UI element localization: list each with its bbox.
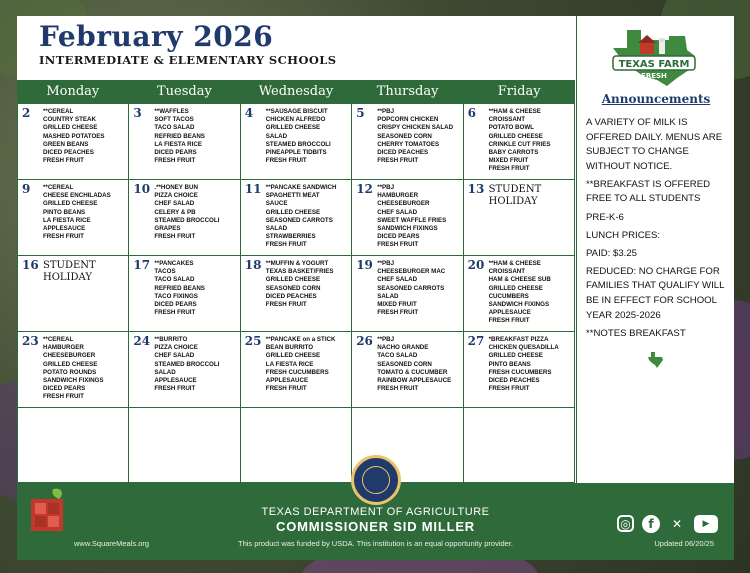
calendar-day-cell — [241, 104, 352, 180]
announcement-line: LUNCH PRICES: — [586, 229, 661, 241]
menu-item: TACO SALAD — [154, 276, 195, 284]
announcements-body — [586, 116, 731, 345]
footer-funding-notice: This product was funded by USDA. This institution is an equal opportunity provider. — [237, 539, 513, 548]
menu-item: DICED PEACHES — [43, 149, 94, 157]
menu-item: GRILLED CHEESE — [488, 352, 543, 360]
menu-item: **PBJ — [377, 260, 395, 267]
menu-item: SEASONED CARROTS — [377, 284, 445, 292]
menu-item: FRESH FRUIT — [265, 241, 307, 249]
menu-item: GRILLED CHEESE — [265, 208, 321, 216]
menu-item: FRESH FRUIT — [154, 233, 196, 241]
menu-item: POPCORN CHICKEN — [377, 116, 439, 124]
day-number: 12 — [356, 182, 373, 196]
day-number: 24 — [133, 334, 151, 348]
menu-item: HAMBURGER — [43, 344, 84, 352]
holiday-line: HOLIDAY — [488, 196, 538, 207]
menu-item: **SAUSAGE BISCUIT — [265, 108, 328, 115]
announcements-title: Announcements — [601, 92, 711, 106]
tda-seal — [351, 455, 401, 505]
calendar-day-cell — [18, 104, 129, 180]
menu-list — [43, 184, 126, 241]
menu-item: DICED PEARS — [154, 301, 197, 309]
announcement-line: A VARIETY OF MILK IS OFFERED DAILY. MENUS ARE SUBJECT TO CHANGE WITHOUT NOTICE. — [586, 117, 723, 172]
menu-item: BEAN BURRITO — [265, 344, 314, 352]
menu-item: SEASONED CORN — [377, 132, 432, 140]
footer-commissioner: COMMISSIONER SID MILLER — [276, 519, 475, 534]
menu-list — [489, 336, 572, 393]
calendar-day-cell — [464, 408, 575, 483]
calendar-day-cell — [129, 332, 240, 408]
day-number: 18 — [244, 258, 262, 272]
menu-item: CUCUMBERS — [488, 292, 529, 300]
menu-item: PINTO BEANS — [43, 208, 86, 216]
calendar-day-cell — [241, 256, 352, 332]
menu-item: CHEESE ENCHILADAS — [43, 192, 111, 200]
calendar-day-cell — [129, 180, 240, 256]
day-number: 17 — [133, 258, 151, 272]
menu-item: CHICKEN QUESADILLA — [488, 344, 559, 352]
menu-item: FRESH FRUIT — [43, 233, 84, 241]
calendar-day-cell — [18, 180, 129, 256]
menu-item: POTATO BOWL — [488, 124, 534, 132]
menu-list — [377, 336, 460, 393]
menu-item: GRILLED CHEESE — [265, 352, 321, 360]
menu-list — [266, 108, 349, 165]
menu-item: **PANCAKE SANDWICH — [265, 184, 337, 191]
menu-item: SOFT TACOS — [154, 116, 194, 124]
menu-item: SPAGHETTI MEAT — [265, 192, 320, 200]
menu-item: SALAD — [265, 225, 288, 233]
menu-item: CHEF SALAD — [154, 352, 195, 360]
menu-item: TOMATO & CUCUMBER — [377, 368, 448, 376]
footer-updated: Updated 06/20/25 — [654, 539, 714, 548]
weekday-header — [17, 80, 575, 104]
announcement-line: **BREAKFAST IS OFFERED FREE TO ALL STUDENTS — [586, 178, 711, 205]
menu-list — [154, 184, 237, 241]
day-number: 11 — [244, 182, 262, 196]
footer-department: TEXAS DEPARTMENT OF AGRICULTURE — [261, 506, 490, 518]
holiday-label — [43, 260, 126, 284]
day-number: 5 — [356, 106, 365, 120]
announcements-panel — [576, 16, 734, 483]
calendar-day-cell — [352, 180, 463, 256]
menu-item: SANDWICH FIXINGS — [488, 301, 550, 309]
menu-item: **PANCAKE on a STICK — [265, 336, 336, 343]
menu-item: DICED PEACHES — [265, 292, 317, 300]
menu-item: APPLESAUCE — [43, 225, 86, 233]
menu-list — [266, 260, 349, 309]
calendar-day-cell — [18, 256, 129, 332]
calendar-day-cell — [241, 180, 352, 256]
menu-item: **BURRITO — [154, 336, 188, 343]
menu-item: APPLESAUCE — [488, 309, 531, 317]
menu-item: FRESH FRUIT — [43, 393, 84, 401]
day-number: 2 — [22, 106, 31, 120]
menu-item: GRILLED CHEESE — [43, 360, 98, 368]
day-number: 19 — [356, 258, 373, 272]
menu-item: MIXED FRUIT — [377, 301, 417, 309]
menu-list — [489, 108, 572, 174]
menu-item: SEASONED CORN — [377, 360, 432, 368]
menu-item: DICED PEARS — [377, 233, 420, 241]
menu-item: FRESH FRUIT — [154, 309, 196, 317]
menu-item: CHEESEBURGER — [43, 352, 96, 360]
day-number: 4 — [244, 106, 254, 120]
menu-item: RAINBOW APPLESAUCE — [377, 377, 452, 385]
menu-item: CRINKLE CUT FRIES — [488, 140, 551, 148]
menu-item: CRISPY CHICKEN SALAD — [377, 124, 454, 132]
menu-item: CHEF SALAD — [377, 276, 418, 284]
menu-item: **MUFFIN & YOGURT — [265, 260, 329, 267]
footer — [17, 483, 734, 560]
menu-list — [154, 260, 237, 317]
menu-item: HAM & CHEESE SUB — [488, 276, 551, 284]
menu-item: **HAM & CHEESE — [488, 260, 541, 267]
social-links — [617, 515, 718, 533]
day-number: 3 — [133, 106, 142, 120]
menu-item: FRESH FRUIT — [43, 157, 84, 165]
day-number: 25 — [244, 334, 262, 348]
menu-item: GRILLED CHEESE — [265, 124, 321, 132]
menu-item: DICED PEARS — [43, 385, 86, 393]
menu-item: DICED PEACHES — [488, 377, 540, 385]
instagram-icon[interactable]: ◎ — [617, 515, 634, 532]
menu-item: FRESH FRUIT — [377, 157, 419, 165]
page-subtitle: INTERMEDIATE & ELEMENTARY SCHOOLS — [39, 53, 337, 67]
menu-item: FRESH CUCUMBERS — [488, 368, 552, 376]
announcement-line: PRE-K-6 — [586, 211, 624, 223]
menu-item: STEAMED BROCCOLI — [265, 140, 331, 148]
footer-website-link[interactable]: www.SquareMeals.org — [74, 539, 150, 548]
menu-item: **HAM & CHEESE — [488, 108, 541, 115]
menu-item: CHEESEBURGER — [377, 200, 430, 208]
weekday-tuesday: Tuesday — [156, 84, 212, 99]
facebook-icon[interactable]: f — [642, 515, 660, 533]
menu-list — [489, 260, 572, 326]
menu-item: CROISSANT — [488, 116, 526, 124]
logo-title: TEXAS FARM — [618, 59, 690, 70]
calendar-day-cell — [352, 104, 463, 180]
menu-item: APPLESAUCE — [154, 377, 197, 385]
menu-item: FRESH CUCUMBERS — [265, 368, 329, 376]
menu-item: GRILLED CHEESE — [488, 284, 543, 292]
calendar-day-cell — [464, 256, 575, 332]
menu-item: **CEREAL — [43, 184, 74, 191]
menu-item: GRILLED CHEESE — [43, 124, 98, 132]
menu-item: TACOS — [154, 268, 176, 276]
announcement-line: REDUCED: NO CHARGE FOR FAMILIES THAT QUALIFY WILL BE IN EFFECT FOR SCHOOL YEAR 2025-2026 — [586, 265, 725, 321]
x-twitter-icon[interactable]: ✕ — [671, 517, 683, 531]
menu-item: CHEESEBURGER MAC — [377, 268, 446, 276]
holiday-label — [489, 184, 572, 208]
day-number: 9 — [22, 182, 31, 196]
menu-item: **CEREAL — [43, 108, 74, 115]
menu-item: CELERY & PB — [154, 208, 196, 216]
texas-farm-fresh-logo — [607, 26, 701, 88]
menu-item: FRESH FRUIT — [265, 385, 307, 393]
menu-item: SEASONED CARROTS — [265, 216, 333, 224]
menu-item: LA FIESTA RICE — [265, 360, 314, 368]
day-number: 27 — [467, 334, 485, 348]
menu-list — [377, 260, 460, 317]
page-title: February 2026 — [39, 20, 274, 53]
menu-item: **PBJ — [377, 184, 395, 191]
menu-item: STRAWBERRIES — [265, 233, 316, 241]
announcement-line: **NOTES BREAKFAST — [586, 327, 686, 339]
menu-item: GRILLED CHEESE — [488, 132, 543, 140]
menu-item: TACO SALAD — [154, 124, 195, 132]
menu-item: FRESH FRUIT — [377, 385, 419, 393]
menu-item: SALAD — [265, 132, 288, 140]
weekday-friday: Friday — [497, 84, 541, 99]
menu-item: DICED PEARS — [154, 149, 197, 157]
menu-item: FRESH FRUIT — [377, 309, 419, 317]
menu-item: **PANCAKES — [154, 260, 194, 267]
calendar-grid — [17, 104, 575, 483]
logo-subtitle: FRESH — [641, 72, 667, 80]
calendar-day-cell — [129, 408, 240, 483]
menu-item: TACO SALAD — [377, 352, 418, 360]
menu-item: FRESH FRUIT — [488, 165, 530, 173]
day-number: 20 — [467, 258, 485, 272]
day-number: 13 — [467, 182, 485, 196]
menu-item: **PBJ — [377, 108, 395, 115]
menu-item: GREEN BEANS — [43, 140, 89, 148]
day-number: 6 — [467, 106, 476, 120]
menu-list — [266, 184, 349, 250]
menu-item: REFRIED BEANS — [154, 284, 205, 292]
menu-item: FRESH FRUIT — [488, 385, 530, 393]
texas-shape-icon — [647, 351, 665, 369]
menu-item: *BREAKFAST PIZZA — [488, 336, 549, 343]
calendar-day-cell — [129, 104, 240, 180]
calendar-day-cell — [464, 104, 575, 180]
calendar-day-cell — [241, 408, 352, 483]
menu-item: FRESH FRUIT — [488, 317, 530, 325]
calendar-day-cell — [352, 256, 463, 332]
menu-item: DICED PEACHES — [377, 149, 429, 157]
menu-item: PIZZA CHOICE — [154, 344, 198, 352]
menu-item: GRAPES — [154, 225, 181, 233]
holiday-line: STUDENT — [43, 260, 96, 271]
weekday-wednesday: Wednesday — [258, 84, 334, 99]
menu-item: SANDWICH FIXINGS — [377, 225, 438, 233]
menu-item: FRESH FRUIT — [265, 157, 307, 165]
menu-item: FRESH FRUIT — [377, 241, 419, 249]
menu-item: LA FIESTA RICE — [43, 216, 91, 224]
menu-item: .**HONEY BUN — [154, 184, 198, 191]
menu-list — [43, 336, 126, 402]
menu-item: GRILLED CHEESE — [265, 276, 321, 284]
day-number: 23 — [22, 334, 39, 348]
menu-item: FRESH FRUIT — [154, 157, 196, 165]
menu-item: **CEREAL — [43, 336, 74, 343]
menu-item: MIXED FRUIT — [488, 157, 529, 165]
menu-item: FRESH FRUIT — [265, 301, 307, 309]
menu-item: **WAFFLES — [154, 108, 189, 115]
menu-item: CROISSANT — [488, 268, 526, 276]
menu-item: TEXAS BASKET/FRIES — [265, 268, 334, 276]
menu-item: STEAMED BROCCOLI — [154, 360, 220, 368]
day-number: 26 — [356, 334, 373, 348]
calendar — [17, 80, 575, 483]
menu-item: APPLESAUCE — [265, 377, 309, 385]
menu-sheet — [17, 16, 734, 560]
menu-item: SANDWICH FIXINGS — [43, 377, 104, 385]
menu-item: LA FIESTA RICE — [154, 140, 202, 148]
menu-item: SALAD — [154, 368, 176, 376]
menu-item: CHEF SALAD — [154, 200, 195, 208]
menu-item: SALAD — [377, 292, 399, 300]
menu-item: SEASONED CORN — [265, 284, 321, 292]
menu-item: REFRIED BEANS — [154, 132, 205, 140]
menu-item: SWEET WAFFLE FRIES — [377, 216, 447, 224]
calendar-day-cell — [352, 332, 463, 408]
announcement-line: PAID: $3.25 — [586, 247, 638, 259]
weekday-monday: Monday — [46, 84, 100, 99]
holiday-line: HOLIDAY — [43, 272, 92, 283]
menu-item: CHEF SALAD — [377, 208, 418, 216]
calendar-day-cell — [18, 408, 129, 483]
holiday-line: STUDENT — [488, 184, 542, 195]
menu-list — [266, 336, 349, 393]
youtube-icon[interactable]: ▶ — [694, 515, 718, 533]
menu-item: CHICKEN ALFREDO — [265, 116, 326, 124]
calendar-day-cell — [464, 332, 575, 408]
menu-item: TACO FIXINGS — [154, 292, 198, 300]
calendar-day-cell — [129, 256, 240, 332]
menu-item: MASHED POTATOES — [43, 132, 105, 140]
menu-item: CHERRY TOMATOES — [377, 140, 440, 148]
menu-item: HAMBURGER — [377, 192, 419, 200]
weekday-thursday: Thursday — [376, 84, 439, 99]
menu-item: BABY CARROTS — [488, 149, 539, 157]
menu-list — [154, 108, 237, 165]
calendar-day-cell — [241, 332, 352, 408]
calendar-day-cell — [18, 332, 129, 408]
menu-item: STEAMED BROCCOLI — [154, 216, 220, 224]
menu-item: PIZZA CHOICE — [154, 192, 198, 200]
day-number: 16 — [22, 258, 39, 272]
menu-list — [154, 336, 237, 393]
menu-item: COUNTRY STEAK — [43, 116, 96, 124]
menu-item: GRILLED CHEESE — [43, 200, 98, 208]
menu-list — [43, 108, 126, 165]
menu-list — [377, 108, 460, 165]
calendar-day-cell — [464, 180, 575, 256]
day-number: 10 — [133, 182, 151, 196]
menu-item: PINTO BEANS — [488, 360, 531, 368]
menu-item: **PBJ — [377, 336, 395, 343]
menu-item: POTATO ROUNDS — [43, 368, 97, 376]
menu-item: SAUCE — [265, 200, 288, 208]
menu-list — [377, 184, 460, 250]
menu-item: NACHO GRANDE — [377, 344, 429, 352]
menu-item: PINEAPPLE TIDBITS — [265, 149, 327, 157]
menu-item: FRESH FRUIT — [154, 385, 196, 393]
